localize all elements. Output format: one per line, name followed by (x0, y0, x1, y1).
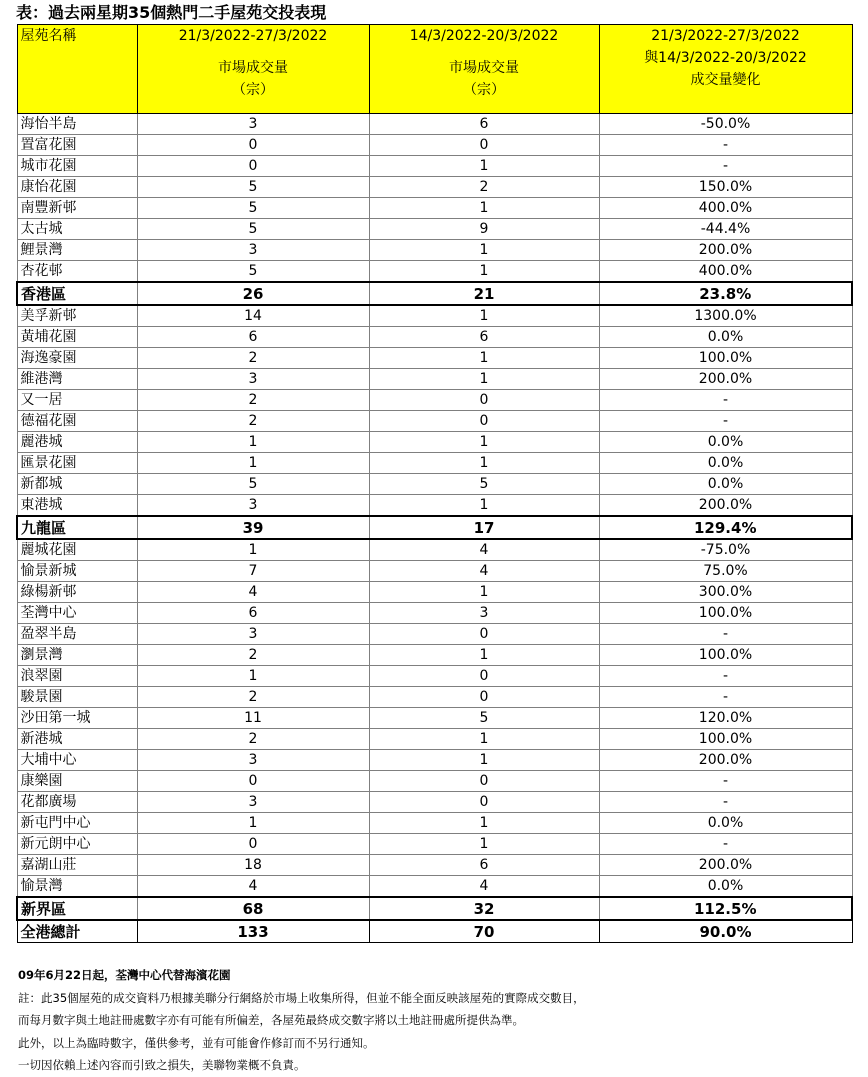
estate-name-cell: 全港總計 (17, 920, 137, 943)
week1-volume-cell: 68 (137, 897, 369, 920)
estate-name-cell: 愉景新城 (17, 561, 137, 582)
week2-volume-cell: 1 (369, 750, 599, 771)
estate-name-cell: 城市花園 (17, 156, 137, 177)
change-cell: - (599, 624, 852, 645)
week2-volume-cell: 5 (369, 708, 599, 729)
change-cell: - (599, 687, 852, 708)
estate-name-cell: 麗城花園 (17, 539, 137, 561)
week1-volume-cell: 0 (137, 135, 369, 156)
week2-volume-cell: 6 (369, 327, 599, 348)
change-cell: 200.0% (599, 855, 852, 876)
estate-name-cell: 沙田第一城 (17, 708, 137, 729)
change-cell: 0.0% (599, 474, 852, 495)
change-cell: 0.0% (599, 813, 852, 834)
estate-name-cell: 又一居 (17, 390, 137, 411)
estate-name-cell: 杏花邨 (17, 261, 137, 283)
table-row (17, 348, 852, 369)
table-row (17, 156, 852, 177)
week2-volume-cell: 3 (369, 603, 599, 624)
week2-volume-cell: 9 (369, 219, 599, 240)
week2-volume-cell: 6 (369, 855, 599, 876)
week1-volume-cell: 3 (137, 750, 369, 771)
week2-volume-cell: 1 (369, 582, 599, 603)
change-cell: 0.0% (599, 432, 852, 453)
table-row (17, 240, 852, 261)
estate-name-cell: 愉景灣 (17, 876, 137, 898)
page-title: 表：過去兩星期35個熱門二手屋苑交投表現 (16, 3, 327, 22)
week2-volume-cell: 1 (369, 645, 599, 666)
table-row (17, 771, 852, 792)
estate-name-cell: 南豐新邨 (17, 198, 137, 219)
week1-volume-cell: 3 (137, 114, 369, 135)
change-cell: 0.0% (599, 453, 852, 474)
week1-volume-cell: 11 (137, 708, 369, 729)
week2-volume-cell: 1 (369, 156, 599, 177)
change-cell: 100.0% (599, 645, 852, 666)
estate-name-cell: 九龍區 (17, 516, 137, 539)
table-row (17, 432, 852, 453)
change-cell: 75.0% (599, 561, 852, 582)
change-cell: - (599, 666, 852, 687)
week2-volume-cell: 1 (369, 813, 599, 834)
week2-volume-cell: 4 (369, 876, 599, 898)
transaction-table (16, 24, 853, 943)
week1-volume-cell: 4 (137, 582, 369, 603)
week2-volume-cell: 32 (369, 897, 599, 920)
change-cell: 100.0% (599, 603, 852, 624)
week1-volume-cell: 2 (137, 348, 369, 369)
change-cell: 400.0% (599, 198, 852, 219)
estate-name-cell: 太古城 (17, 219, 137, 240)
week2-volume-cell: 4 (369, 561, 599, 582)
estate-name-cell: 嘉湖山莊 (17, 855, 137, 876)
header-change (599, 25, 852, 114)
estate-name-cell: 瀏景灣 (17, 645, 137, 666)
header-week1-unit: （宗） (232, 82, 274, 98)
week2-volume-cell: 0 (369, 792, 599, 813)
week1-volume-cell: 1 (137, 432, 369, 453)
week1-volume-cell: 6 (137, 327, 369, 348)
note-source: 註：此35個屋苑的成交資料乃根據美聯分行網絡於市場上收集所得，但並不能全面反映該屋苑的實際成交數目， (18, 990, 585, 1005)
header-change-date1: 21/3/2022-27/3/2022 (651, 28, 800, 44)
change-cell: -75.0% (599, 539, 852, 561)
week2-volume-cell: 5 (369, 474, 599, 495)
table-row (17, 582, 852, 603)
week1-volume-cell: 2 (137, 729, 369, 750)
table-row (17, 624, 852, 645)
estate-name-cell: 德福花園 (17, 411, 137, 432)
week2-volume-cell: 0 (369, 624, 599, 645)
week2-volume-cell: 17 (369, 516, 599, 539)
table-row (17, 645, 852, 666)
table-row (17, 411, 852, 432)
week2-volume-cell: 6 (369, 114, 599, 135)
table-row (17, 539, 852, 561)
header-week2 (369, 25, 599, 114)
table-row (17, 792, 852, 813)
change-cell: 200.0% (599, 240, 852, 261)
total-row (17, 920, 852, 943)
change-cell: 150.0% (599, 177, 852, 198)
week1-volume-cell: 5 (137, 219, 369, 240)
table-row (17, 561, 852, 582)
table-row (17, 687, 852, 708)
header-week2-volume: 市場成交量 (449, 60, 519, 76)
table-row (17, 327, 852, 348)
change-cell: - (599, 156, 852, 177)
week1-volume-cell: 3 (137, 624, 369, 645)
change-cell: 200.0% (599, 750, 852, 771)
week1-volume-cell: 2 (137, 645, 369, 666)
table-row (17, 834, 852, 855)
estate-name-cell: 東港城 (17, 495, 137, 517)
estate-name-cell: 美孚新邨 (17, 305, 137, 327)
header-change-date2: 與14/3/2022-20/3/2022 (644, 50, 807, 66)
table-row (17, 813, 852, 834)
week2-volume-cell: 1 (369, 495, 599, 517)
estate-name-cell: 匯景花園 (17, 453, 137, 474)
estate-name-cell: 浪翠園 (17, 666, 137, 687)
footnotes (18, 964, 585, 1077)
header-week1 (137, 25, 369, 114)
change-cell: 200.0% (599, 369, 852, 390)
header-week1-volume: 市場成交量 (218, 60, 288, 76)
week1-volume-cell: 5 (137, 177, 369, 198)
change-cell: 300.0% (599, 582, 852, 603)
week2-volume-cell: 1 (369, 369, 599, 390)
week1-volume-cell: 26 (137, 282, 369, 305)
week1-volume-cell: 2 (137, 411, 369, 432)
week1-volume-cell: 5 (137, 261, 369, 283)
week2-volume-cell: 0 (369, 666, 599, 687)
table-row (17, 305, 852, 327)
week1-volume-cell: 5 (137, 198, 369, 219)
table-row (17, 708, 852, 729)
table-header (17, 25, 852, 114)
change-cell: -50.0% (599, 114, 852, 135)
week2-volume-cell: 21 (369, 282, 599, 305)
week2-volume-cell: 0 (369, 771, 599, 792)
change-cell: 200.0% (599, 495, 852, 517)
week2-volume-cell: 70 (369, 920, 599, 943)
week1-volume-cell: 133 (137, 920, 369, 943)
estate-name-cell: 新界區 (17, 897, 137, 920)
table-row (17, 198, 852, 219)
table-row (17, 219, 852, 240)
week1-volume-cell: 6 (137, 603, 369, 624)
note-replacement: 09年6月22日起，荃灣中心代替海濱花園 (18, 968, 231, 982)
week2-volume-cell: 1 (369, 305, 599, 327)
table-row (17, 603, 852, 624)
estate-name-cell: 新港城 (17, 729, 137, 750)
table-row (17, 876, 852, 898)
change-cell: 100.0% (599, 729, 852, 750)
week1-volume-cell: 0 (137, 771, 369, 792)
subtotal-row (17, 897, 852, 920)
week2-volume-cell: 1 (369, 261, 599, 283)
change-cell: - (599, 792, 852, 813)
estate-name-cell: 康怡花園 (17, 177, 137, 198)
estate-name-cell: 荃灣中心 (17, 603, 137, 624)
week2-volume-cell: 0 (369, 390, 599, 411)
week1-volume-cell: 0 (137, 156, 369, 177)
week2-volume-cell: 1 (369, 453, 599, 474)
table-body (17, 114, 852, 943)
estate-name-cell: 黃埔花園 (17, 327, 137, 348)
change-cell: 23.8% (599, 282, 852, 305)
table-row (17, 474, 852, 495)
change-cell: -44.4% (599, 219, 852, 240)
week1-volume-cell: 1 (137, 813, 369, 834)
table-row (17, 495, 852, 517)
estate-name-cell: 新元朗中心 (17, 834, 137, 855)
week2-volume-cell: 0 (369, 411, 599, 432)
week1-volume-cell: 1 (137, 453, 369, 474)
change-cell: - (599, 771, 852, 792)
table-row (17, 369, 852, 390)
week1-volume-cell: 4 (137, 876, 369, 898)
change-cell: 120.0% (599, 708, 852, 729)
week1-volume-cell: 18 (137, 855, 369, 876)
change-cell: 129.4% (599, 516, 852, 539)
table-row (17, 135, 852, 156)
estate-name-cell: 維港灣 (17, 369, 137, 390)
estate-name-cell: 花都廣場 (17, 792, 137, 813)
change-cell: 100.0% (599, 348, 852, 369)
week1-volume-cell: 3 (137, 369, 369, 390)
week1-volume-cell: 3 (137, 792, 369, 813)
week1-volume-cell: 0 (137, 834, 369, 855)
change-cell: 0.0% (599, 327, 852, 348)
change-cell: 0.0% (599, 876, 852, 898)
subtotal-row (17, 516, 852, 539)
week1-volume-cell: 7 (137, 561, 369, 582)
estate-name-cell: 香港區 (17, 282, 137, 305)
table-row (17, 855, 852, 876)
week1-volume-cell: 2 (137, 390, 369, 411)
change-cell: - (599, 411, 852, 432)
estate-name-cell: 麗港城 (17, 432, 137, 453)
note-provisional: 此外，以上為臨時數字，僅供參考，並有可能會作修訂而不另行通知。 (18, 1035, 375, 1050)
table-row (17, 729, 852, 750)
estate-name-cell: 海逸豪園 (17, 348, 137, 369)
table-row (17, 390, 852, 411)
week1-volume-cell: 14 (137, 305, 369, 327)
week2-volume-cell: 1 (369, 834, 599, 855)
table-row (17, 750, 852, 771)
week1-volume-cell: 3 (137, 240, 369, 261)
note-discrepancy: 而每月數字與土地註冊處數字亦有可能有所偏差，各屋苑最終成交數字將以土地註冊處所提供為準。 (18, 1013, 524, 1027)
week2-volume-cell: 1 (369, 240, 599, 261)
estate-name-cell: 新都城 (17, 474, 137, 495)
estate-name-cell: 盈翠半島 (17, 624, 137, 645)
header-estate-name: 屋苑名稱 (17, 25, 137, 114)
week2-volume-cell: 1 (369, 198, 599, 219)
estate-name-cell: 駿景園 (17, 687, 137, 708)
change-cell: 90.0% (599, 920, 852, 943)
week2-volume-cell: 4 (369, 539, 599, 561)
estate-name-cell: 海怡半島 (17, 114, 137, 135)
week1-volume-cell: 1 (137, 539, 369, 561)
note-disclaimer: 一切因依賴上述內容而引致之損失，美聯物業概不負責。 (18, 1058, 306, 1072)
header-week1-date: 21/3/2022-27/3/2022 (178, 28, 328, 44)
estate-name-cell: 置富花園 (17, 135, 137, 156)
table-row (17, 114, 852, 135)
week2-volume-cell: 1 (369, 432, 599, 453)
week2-volume-cell: 1 (369, 348, 599, 369)
estate-name-cell: 鯉景灣 (17, 240, 137, 261)
header-change-label: 成交量變化 (690, 72, 761, 88)
header-week2-date: 14/3/2022-20/3/2022 (409, 28, 559, 44)
week2-volume-cell: 1 (369, 729, 599, 750)
table-row (17, 177, 852, 198)
estate-name-cell: 康樂園 (17, 771, 137, 792)
change-cell: 112.5% (599, 897, 852, 920)
week1-volume-cell: 3 (137, 495, 369, 517)
week1-volume-cell: 2 (137, 687, 369, 708)
week2-volume-cell: 0 (369, 135, 599, 156)
change-cell: - (599, 390, 852, 411)
week2-volume-cell: 2 (369, 177, 599, 198)
estate-name-cell: 綠楊新邨 (17, 582, 137, 603)
week1-volume-cell: 5 (137, 474, 369, 495)
week2-volume-cell: 0 (369, 687, 599, 708)
estate-name-cell: 新屯門中心 (17, 813, 137, 834)
week1-volume-cell: 1 (137, 666, 369, 687)
change-cell: - (599, 834, 852, 855)
subtotal-row (17, 282, 852, 305)
table-row (17, 261, 852, 283)
table-row (17, 666, 852, 687)
change-cell: 400.0% (599, 261, 852, 283)
change-cell: 1300.0% (599, 305, 852, 327)
change-cell: - (599, 135, 852, 156)
week1-volume-cell: 39 (137, 516, 369, 539)
estate-name-cell: 大埔中心 (17, 750, 137, 771)
header-week2-unit: （宗） (463, 82, 505, 98)
table-row (17, 453, 852, 474)
